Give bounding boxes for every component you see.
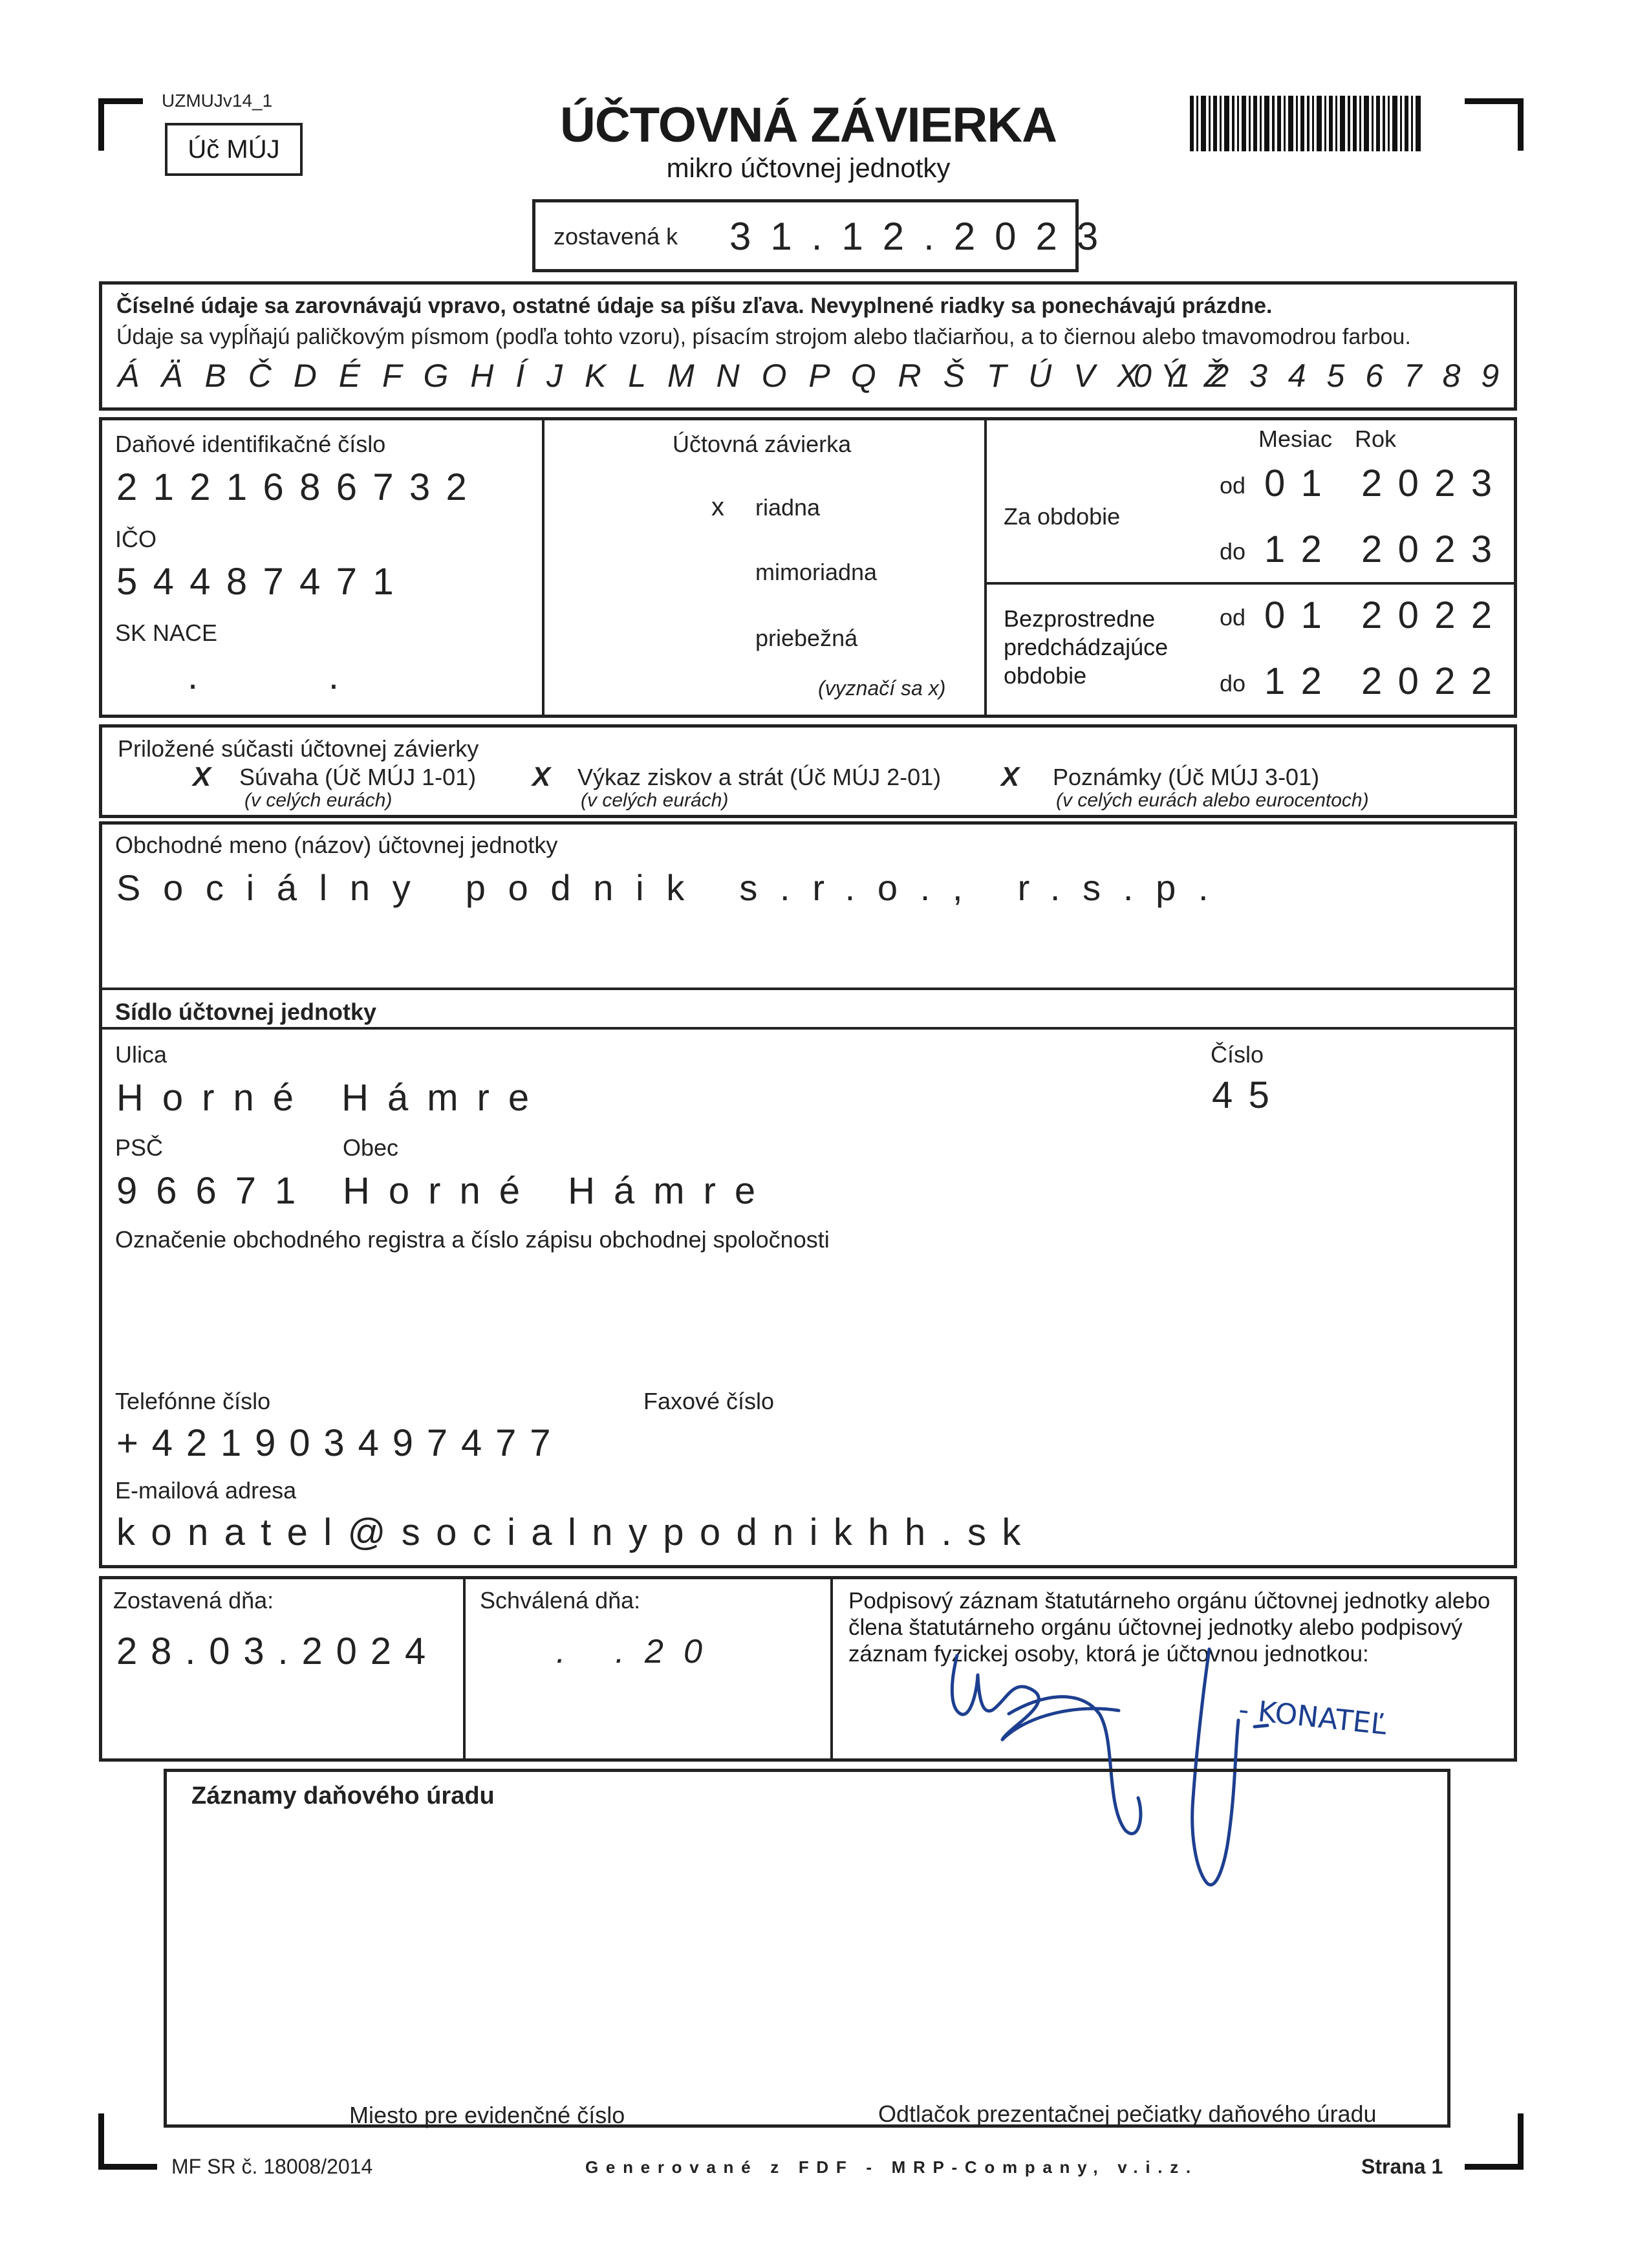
attachments-box — [99, 724, 1517, 818]
city-value: Horné Hámre — [343, 1170, 775, 1212]
digit-sample: 0 1 2 3 4 5 6 7 8 9 — [1134, 358, 1505, 394]
signature-role-text: - KONATEĽ — [1236, 1693, 1388, 1742]
ico-label: IČO — [115, 526, 157, 552]
signature-divider-1 — [463, 1577, 466, 1760]
city-label: Obec — [343, 1134, 399, 1161]
type-regular-label: riadna — [755, 494, 821, 521]
evidence-number-label: Miesto pre evidenčné číslo — [349, 2102, 625, 2128]
attachment-1-label: Súvaha (Úč MÚJ 1-01) — [239, 764, 477, 790]
ico-value: 54487471 — [116, 561, 409, 603]
attachment-3-note: (v celých eurách alebo eurocentoch) — [1056, 790, 1369, 811]
dic-label: Daňové identifikačné číslo — [115, 431, 386, 457]
page-title: ÚČTOVNÁ ZÁVIERKA — [560, 98, 1057, 153]
instructions-box — [99, 281, 1517, 411]
psc-value: 96671 — [116, 1170, 315, 1212]
seat-divider-bottom — [100, 1027, 1516, 1030]
page-subtitle: mikro účtovnej jednotky — [666, 153, 951, 183]
instructions-line-2: Údaje sa vypĺňajú paličkovým písmom (podľa tohto vzoru), písacím strojom alebo tlačiarňou, a to čiernou alebo tmavomodrou farbou. — [116, 325, 1411, 349]
current-to-label: do — [1220, 538, 1246, 565]
type-extraordinary-label: mimoriadna — [755, 559, 878, 585]
psc-label: PSČ — [115, 1134, 164, 1161]
nace-value: . . — [188, 655, 399, 697]
corner-mark-top-right — [1465, 98, 1524, 151]
street-label: Ulica — [115, 1041, 167, 1068]
previous-to-year: 2022 — [1361, 660, 1508, 702]
attachment-2-mark: X — [532, 761, 551, 792]
street-value: Horné Hámre — [116, 1077, 548, 1119]
seat-divider-top — [100, 988, 1516, 990]
footer-center: Generované z FDF - MRP-Company, v.i.z. — [585, 2157, 1198, 2177]
attachment-1-note: (v celých eurách) — [244, 790, 393, 811]
ids-divider-2 — [984, 418, 987, 717]
current-from-label: od — [1220, 472, 1246, 499]
instructions-line-1: Číselné údaje sa zarovnávajú vpravo, ostatné údaje sa píšu zľava. Nevyplnené riadky sa ponechávajú prázdne. — [116, 294, 1273, 318]
entity-name-value: Sociálny podnik s.r.o., r.s.p. — [116, 867, 1231, 908]
previous-from-year: 2022 — [1361, 594, 1508, 636]
approved-on-label: Schválená dňa: — [480, 1587, 641, 1614]
register-label: Označenie obchodného registra a číslo zápisu obchodnej spoločnosti — [115, 1226, 830, 1253]
tax-office-heading: Záznamy daňového úradu — [191, 1782, 495, 1809]
corner-mark-bottom-right — [1465, 2113, 1524, 2170]
compiled-date-label: zostavená k — [554, 223, 678, 250]
approved-on-value: . .20 — [556, 1633, 723, 1670]
letter-sample: Á Ä B Č D É F G H Í J K L M N O P Q R Š T Ú V X Ý Ž — [118, 358, 1231, 394]
attachment-2-note: (v celých eurách) — [581, 790, 729, 811]
current-to-year: 2023 — [1361, 528, 1508, 570]
attachment-3-label: Poznámky (Úč MÚJ 3-01) — [1053, 764, 1320, 790]
footer-left: MF SR č. 18008/2014 — [171, 2155, 373, 2178]
attachment-2-label: Výkaz ziskov a strát (Úč MÚJ 2-01) — [577, 764, 942, 790]
corner-mark-bottom-left — [98, 2113, 157, 2170]
barcode — [1190, 96, 1423, 151]
year-label: Rok — [1355, 426, 1397, 452]
dic-value: 2121686732 — [116, 466, 483, 508]
fax-label: Faxové číslo — [643, 1388, 775, 1414]
signature-instructions: Podpisový záznam štatutárneho orgánu účtovnej jednotky alebo člena štatutárneho orgánu účtovnej jednotky alebo podpisový záznam fyzickej osoby, ktorá je účtovnou jednotkou: — [848, 1588, 1491, 1667]
entity-name-label: Obchodné meno (názov) účtovnej jednotky — [115, 832, 558, 858]
current-to-month: 12 — [1264, 528, 1338, 570]
period-divider — [986, 582, 1516, 585]
previous-period-label: Bezprostredne predchádzajúce obdobie — [1004, 605, 1169, 689]
previous-to-month: 12 — [1264, 660, 1338, 702]
previous-from-label: od — [1220, 604, 1246, 631]
email-value: konatel@socialnypodnikhh.sk — [116, 1511, 1037, 1553]
compiled-on-value: 28.03.2024 — [116, 1630, 440, 1672]
type-interim-label: priebežná — [755, 625, 858, 651]
phone-value: +421903497477 — [116, 1422, 565, 1464]
phone-label: Telefónne číslo — [115, 1388, 271, 1414]
month-label: Mesiac — [1258, 426, 1333, 452]
attachment-1-mark: X — [193, 761, 211, 792]
type-hint: (vyznačí sa x) — [818, 676, 946, 700]
compiled-date-box — [532, 199, 1118, 272]
attachments-heading: Priložené súčasti účtovnej závierky — [118, 735, 479, 762]
ids-divider-1 — [542, 418, 544, 717]
corner-mark-top-left — [98, 98, 143, 151]
email-label: E-mailová adresa — [115, 1477, 297, 1504]
type-regular-mark: x — [711, 493, 724, 521]
attachment-3-mark: X — [1001, 761, 1020, 792]
nace-label: SK NACE — [115, 620, 218, 646]
house-number-value: 45 — [1212, 1074, 1286, 1116]
type-heading: Účtovná závierka — [673, 431, 852, 457]
form-code: UZMUJv14_1 — [162, 91, 273, 111]
compiled-on-label: Zostavená dňa: — [113, 1587, 274, 1614]
compiled-date-value: 31.12.2023 — [729, 215, 1118, 258]
form-badge-text: Úč MÚJ — [188, 135, 280, 164]
tax-office-box — [164, 1769, 1450, 2128]
stamp-label: Odtlačok prezentačnej pečiatky daňového úradu — [878, 2101, 1377, 2127]
signature-divider-2 — [830, 1577, 833, 1760]
previous-from-month: 01 — [1264, 594, 1338, 636]
house-number-label: Číslo — [1211, 1041, 1264, 1068]
footer-right: Strana 1 — [1361, 2155, 1443, 2178]
previous-to-label: do — [1220, 670, 1246, 697]
current-period-label: Za obdobie — [1004, 503, 1121, 530]
current-from-month: 01 — [1264, 462, 1338, 504]
form-badge — [165, 123, 303, 176]
current-from-year: 2023 — [1361, 462, 1508, 504]
seat-heading: Sídlo účtovnej jednotky — [115, 999, 377, 1025]
